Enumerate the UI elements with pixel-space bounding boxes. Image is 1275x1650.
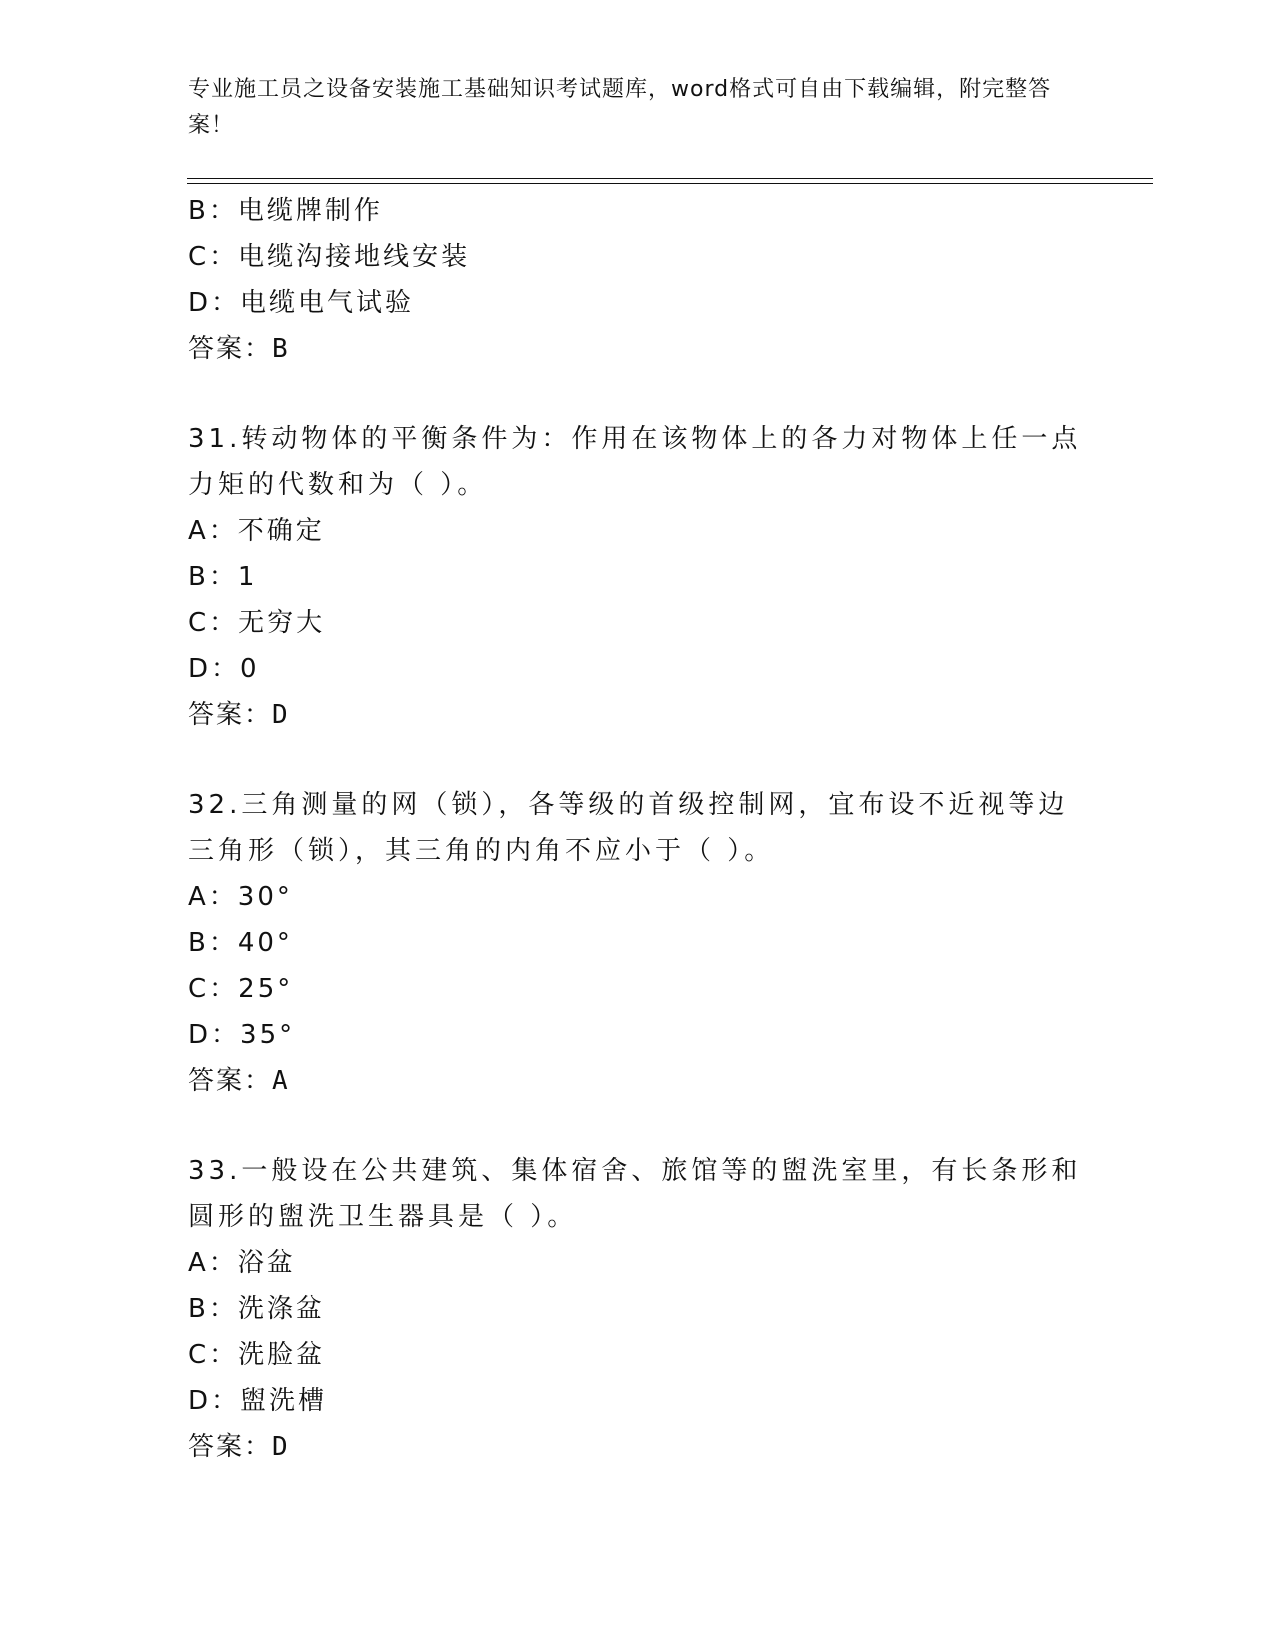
question-block-33 xyxy=(188,1148,1088,1470)
question-block-previous xyxy=(188,188,1088,372)
question-stem: 31.转动物体的平衡条件为：作用在该物体上的各力对物体上任一点力矩的代数和为（ ）。 xyxy=(188,424,1082,500)
option-a: A：不确定 xyxy=(188,516,325,546)
document-header: 专业施工员之设备安装施工基础知识考试题库，word格式可自由下载编辑，附完整答案！ xyxy=(188,77,1052,138)
answer-line xyxy=(188,326,1088,372)
option-c: C：电缆沟接地线安装 xyxy=(188,242,471,272)
answer-value: A xyxy=(272,1066,288,1096)
option-a: A：浴盆 xyxy=(188,1248,296,1278)
option-d: D：35° xyxy=(188,1020,296,1050)
option-b: B：电缆牌制作 xyxy=(188,196,383,226)
answer-line xyxy=(188,1058,1088,1104)
question-block-31 xyxy=(188,416,1088,738)
question-stem: 33.一般设在公共建筑、集体宿舍、旅馆等的盥洗室里，有长条形和圆形的盥洗卫生器具是（ ）。 xyxy=(188,1156,1082,1232)
answer-line xyxy=(188,1424,1088,1470)
question-stem: 32.三角测量的网（锁），各等级的首级控制网，宜布设不近视等边三角形（锁），其三角的内角不应小于（ ）。 xyxy=(188,790,1069,866)
option-b: B：1 xyxy=(188,562,258,592)
option-b: B：40° xyxy=(188,928,293,958)
option-a: A：30° xyxy=(188,882,293,912)
answer-line xyxy=(188,692,1088,738)
header-divider-top xyxy=(187,178,1153,179)
answer-label: 答案： xyxy=(188,1066,273,1096)
answer-value: B xyxy=(272,334,288,364)
option-b: B：洗涤盆 xyxy=(188,1294,325,1324)
document-body xyxy=(188,188,1088,1470)
option-c: C：洗脸盆 xyxy=(188,1340,326,1370)
option-c: C：25° xyxy=(188,974,294,1004)
option-d: D：电缆电气试验 xyxy=(188,288,415,318)
answer-value: D xyxy=(272,700,288,730)
question-block-32 xyxy=(188,782,1088,1104)
option-d: D：盥洗槽 xyxy=(188,1386,328,1416)
option-d: D：0 xyxy=(188,654,260,684)
answer-value: D xyxy=(272,1432,288,1462)
option-c: C：无穷大 xyxy=(188,608,326,638)
header-divider-bottom xyxy=(187,183,1153,184)
answer-label: 答案： xyxy=(188,334,273,364)
answer-label: 答案： xyxy=(188,1432,273,1462)
answer-label: 答案： xyxy=(188,700,273,730)
